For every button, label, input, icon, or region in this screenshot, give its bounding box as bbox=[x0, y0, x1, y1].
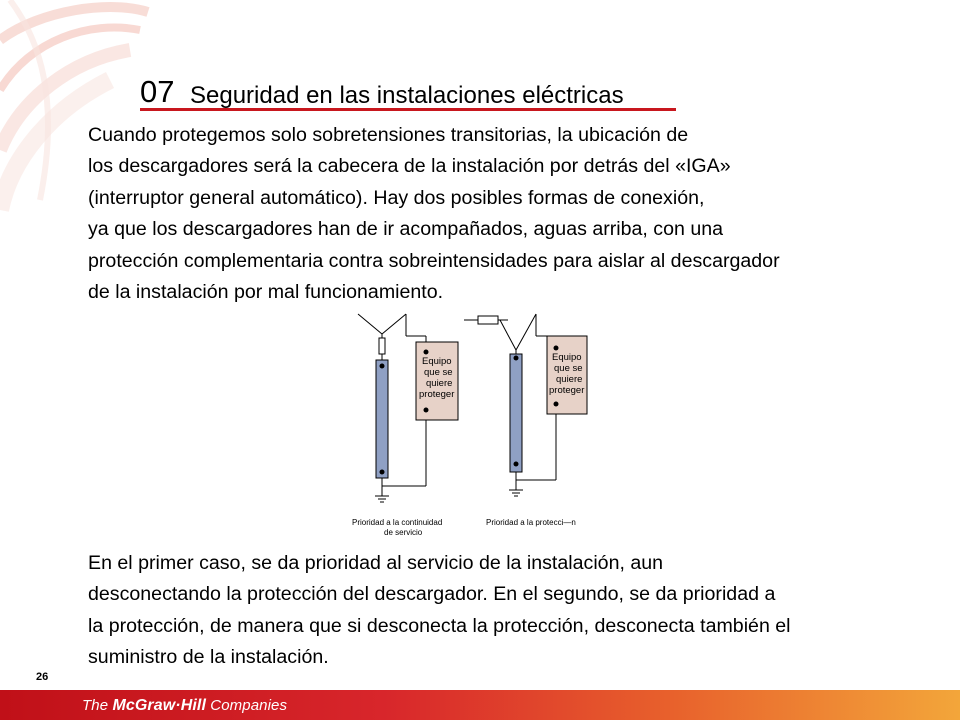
text-line: Cuando protegemos solo sobretensiones transitorias, la ubicación de bbox=[88, 124, 689, 146]
text-line: (interruptor general automático). Hay dos posibles formas de conexión, bbox=[88, 186, 705, 209]
equipment-box-label: quiere bbox=[556, 374, 583, 385]
equipment-box-label: Equipo bbox=[552, 352, 582, 363]
surge-arrester bbox=[510, 354, 522, 472]
text-line: de la instalación por mal funcionamiento. bbox=[88, 281, 444, 304]
intro-paragraph bbox=[88, 120, 928, 308]
text-line: suministro de la instalación. bbox=[88, 646, 329, 669]
text-line: la protección, de manera que si desconecta la protección, desconecta también el bbox=[88, 614, 791, 637]
circuit-priority-protection bbox=[464, 314, 556, 360]
slide-title bbox=[140, 72, 676, 111]
caption-priority-protection: Prioridad a la protecci—n bbox=[486, 518, 576, 527]
text-line: ya que los descargadores han de ir acompañados, aguas arriba, con una bbox=[88, 218, 724, 241]
chapter-title: Seguridad en las instalaciones eléctricas bbox=[190, 82, 624, 109]
equipment-box-label: Equipo bbox=[422, 356, 452, 367]
logo-brand: McGraw·Hill bbox=[112, 697, 206, 714]
logo-prefix: The bbox=[82, 697, 109, 714]
caption-priority-service: Prioridad a la continuidad bbox=[352, 518, 443, 527]
caption-priority-service-2: de servicio bbox=[384, 528, 423, 537]
text-line: En el primer caso, se da prioridad al servicio de la instalación, aun bbox=[88, 552, 664, 574]
surge-arrester-diagram bbox=[340, 308, 610, 544]
equipment-box-label: proteger bbox=[549, 385, 585, 396]
chapter-number: 07 bbox=[140, 74, 175, 109]
page-number: 26 bbox=[36, 671, 49, 683]
surge-arrester bbox=[376, 360, 388, 478]
equipment-box-label: quiere bbox=[426, 378, 453, 389]
publisher-logo bbox=[82, 697, 287, 715]
text-line: desconectando la protección del descargador. En el segundo, se da prioridad a bbox=[88, 583, 776, 606]
text-line: los descargadores será la cabecera de la instalación por detrás del «IGA» bbox=[88, 155, 731, 178]
equipment-box-label: que se bbox=[554, 363, 583, 374]
equipment-box-label: proteger bbox=[419, 389, 455, 400]
conclusion-paragraph bbox=[88, 548, 928, 674]
text-line: protección complementaria contra sobreintensidades para aislar al descargador bbox=[88, 249, 780, 272]
logo-suffix: Companies bbox=[210, 697, 288, 714]
equipment-box-label: que se bbox=[424, 367, 453, 378]
footer-bar bbox=[0, 690, 960, 720]
